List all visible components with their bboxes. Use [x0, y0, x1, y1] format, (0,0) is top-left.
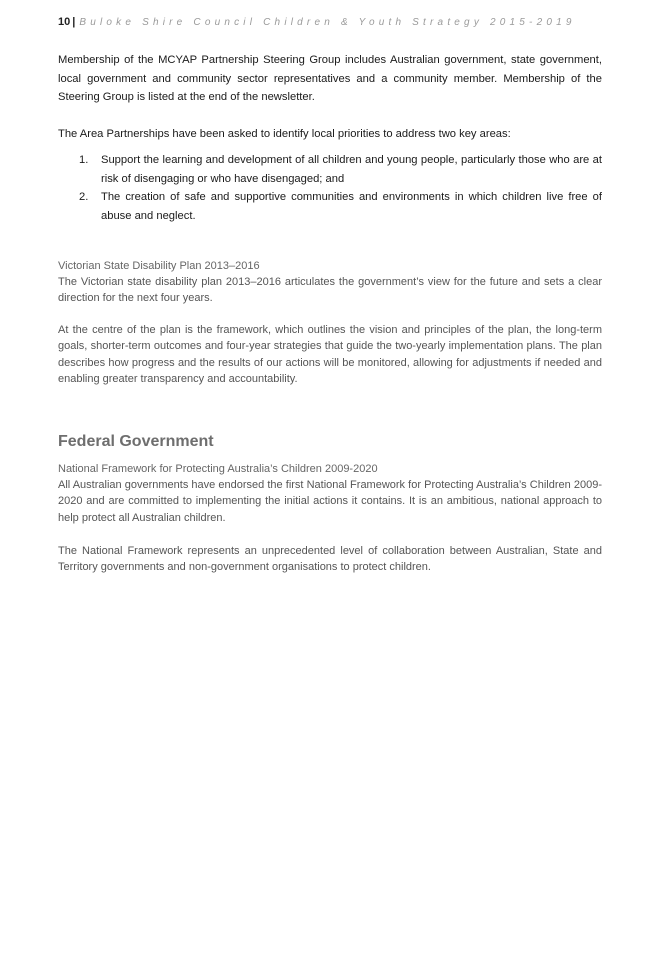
national-framework-paragraph-2: The National Framework represents an unprecedented level of collaboration between Australian, State and Territory governments and non-government organisations to protect children.: [58, 545, 602, 574]
list-item-number: 2.: [79, 191, 89, 203]
federal-government-heading: Federal Government: [58, 433, 214, 450]
membership-paragraph: Membership of the MCYAP Partnership Steering Group includes Australian government, state government, local government and community sector representatives and a community member. Membership of the Steering Group is listed at the end of the newsletter.: [58, 54, 602, 103]
list-item-text: The creation of safe and supportive communities and environments in which children live free of abuse and neglect.: [101, 191, 602, 222]
disability-plan-paragraph-1: The Victorian state disability plan 2013–2016 articulates the government’s view for the future and sets a clear direction for the next four years.: [58, 276, 602, 305]
national-framework-heading: National Framework for Protecting Australia’s Children 2009-2020: [58, 463, 378, 475]
list-item: [79, 188, 602, 225]
list-item: [79, 151, 602, 188]
list-item-text: Support the learning and development of all children and young people, particularly those who are at risk of disengaging or who have disengaged; and: [101, 154, 602, 185]
areas-lead-paragraph: The Area Partnerships have been asked to identify local priorities to address two key areas:: [58, 128, 511, 140]
running-title: Buloke Shire Council Children & Youth Strategy 2015-2019: [79, 17, 576, 28]
page-number: 10: [58, 16, 71, 28]
disability-plan-heading: Victorian State Disability Plan 2013–2016: [58, 260, 260, 272]
list-item-number: 1.: [79, 154, 89, 166]
header-separator: |: [72, 16, 76, 28]
disability-plan-paragraph-2: At the centre of the plan is the framework, which outlines the vision and principles of the plan, the long-term goals, shorter-term outcomes and four-year strategies that guide the two-yearly implementation plans. The plan describes how progress and the results of our actions will be monitored, allowing for adjustments if needed and enabling greater transparency and accountability.: [58, 324, 602, 385]
national-framework-paragraph-1: All Australian governments have endorsed the first National Framework for Protecting Australia’s Children 2009-2020 and are committed to implementing the initial actions it contains. It is an ambitious, national approach to help protect all Australian children.: [58, 479, 602, 524]
key-areas-list: [58, 151, 602, 225]
page-header: [58, 14, 576, 31]
